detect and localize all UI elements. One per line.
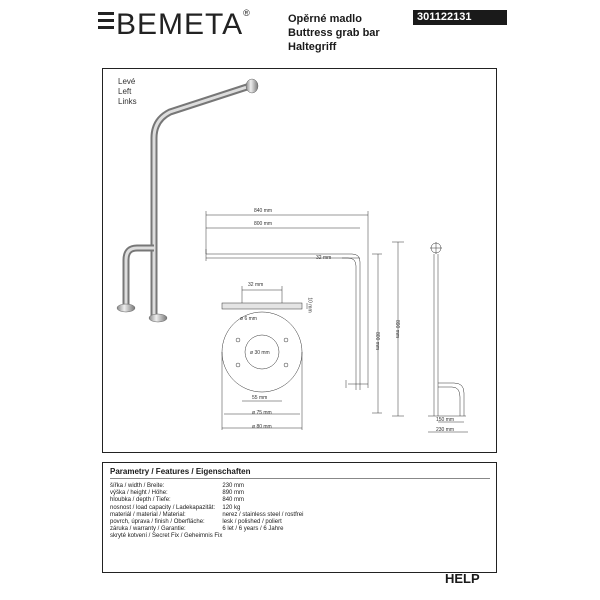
dim-800: 800 mm xyxy=(254,221,273,227)
dim-32-rosette: 32 mm xyxy=(248,282,264,288)
title-en: Buttress grab bar xyxy=(288,27,380,39)
dim-75: ø 75 mm xyxy=(252,410,272,416)
dim-10: 10 mm xyxy=(306,297,313,313)
dim-840: 840 mm xyxy=(254,208,273,214)
dim-32-top: 32 mm xyxy=(316,255,332,261)
dim-890: 890 mm xyxy=(394,319,401,339)
features-divider xyxy=(110,478,490,479)
help-label: HELP xyxy=(445,571,480,586)
product-code: 301122131 xyxy=(413,10,507,25)
technical-drawing xyxy=(102,68,497,453)
spec-row: šířka / width / Breite: 230 mm xyxy=(110,483,245,489)
product-titles xyxy=(288,12,380,54)
logo-bars-icon xyxy=(98,10,116,34)
dim-150: 150 mm xyxy=(436,417,455,423)
dim-55: 55 mm xyxy=(252,395,268,401)
title-de: Haltegriff xyxy=(288,41,337,53)
side-label: Levé Left Links xyxy=(118,77,137,106)
dim-80: ø 80 mm xyxy=(252,424,272,430)
spec-row: záruka / warranty / Garantie: 6 let / 6 years / 6 Jahre xyxy=(110,526,284,533)
spec-row: nosnost / load capacity / Ladekapazität: 120 kg xyxy=(110,504,241,511)
brand-logo: BEMETA® xyxy=(116,8,251,41)
spec-row: povrch, úprava / finish / Oberfläche: lesk / polished / poliert xyxy=(110,519,282,526)
dim-30: ø 30 mm xyxy=(250,350,270,356)
dim-800-vertical: 800 mm xyxy=(374,331,381,351)
spec-row: materiál / material / Material: nerez / stainless steel / rostfrei xyxy=(110,511,304,518)
spec-table xyxy=(110,483,303,541)
title-cz: Opěrné madlo xyxy=(288,13,362,25)
spec-row: skryté kotvení / Secret Fix / Geheimnis Fix xyxy=(110,533,223,540)
spec-row: výška / height / Höhe: 890 mm xyxy=(110,490,245,497)
dim-230: 230 mm xyxy=(436,427,455,433)
dim-6: ø 6 mm xyxy=(240,316,257,322)
features-title: Parametry / Features / Eigenschaften xyxy=(110,467,251,476)
spec-row: hloubka / depth / Tiefe: 840 mm xyxy=(110,497,245,504)
